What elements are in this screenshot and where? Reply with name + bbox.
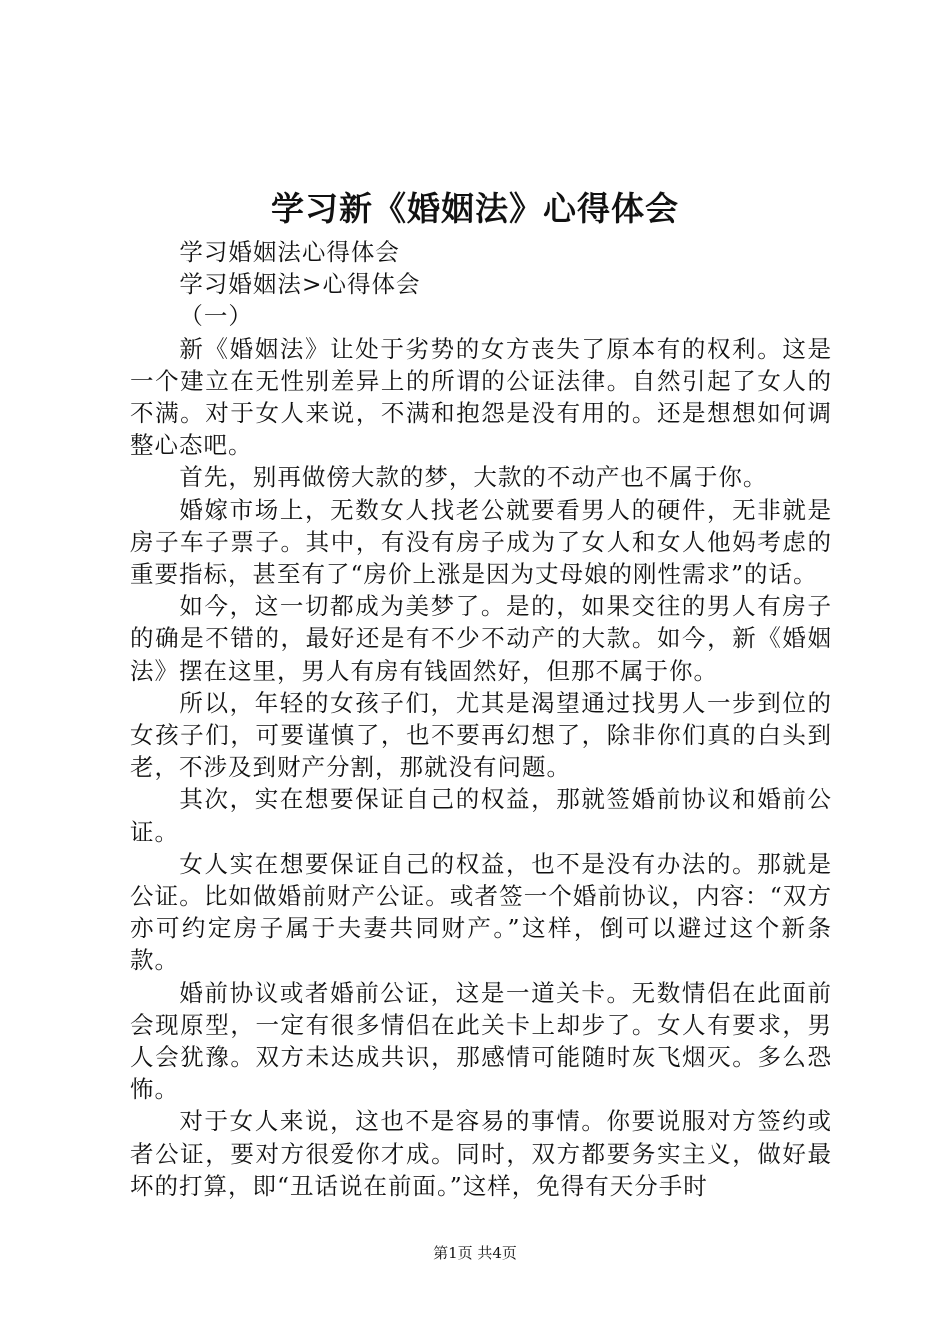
page-number-footer: 第1页 共4页 — [433, 1244, 517, 1262]
paragraph: 婚嫁市场上，无数女人找老公就要看男人的硬件，无非就是房子车子票子。其中，有没有房子成为了女人和女人他妈考虑的重要指标，甚至有了“房价上涨是因为丈母娘的刚性需求”的话。 — [130, 495, 832, 589]
paragraph: 如今，这一切都成为美梦了。是的，如果交往的男人有房子的确是不错的，最好还是有不少不动产的大款。如今，新《婚姻法》摆在这里，男人有房有钱固然好，但那不属于你。 — [130, 592, 832, 685]
paragraph: 所以，年轻的女孩子们，尤其是渴望通过找男人一步到位的女孩子们，可要谨慎了，也不要再幻想了，除非你们真的白头到老，不涉及到财产分割，那就没有问题。 — [130, 688, 832, 782]
paragraph: 首先，别再做傍大款的梦，大款的不动产也不属于你。 — [179, 463, 768, 492]
paragraph: 学习婚姻法心得体会 — [179, 238, 400, 266]
paragraph: 女人实在想要保证自己的权益，也不是没有办法的。那就是公证。比如做婚前财产公证。或者签一个婚前协议，内容：“双方亦可约定房子属于夫妻共同财产。”这样，倒可以避过这个新条款。 — [130, 849, 832, 975]
paragraph: 婚前协议或者婚前公证，这是一道关卡。无数情侣在此面前会现原型，一定有很多情侣在此关卡上却步了。女人有要求，男人会犹豫。双方未达成共识，那感情可能随时灰飞烟灭。多么恐怖。 — [130, 978, 832, 1104]
paragraph: 学习婚姻法>心得体会 — [179, 270, 421, 299]
paragraph: 对于女人来说，这也不是容易的事情。你要说服对方签约或者公证，要对方很爱你才成。同时，双方都要务实主义，做好最坏的打算，即“丑话说在前面。”这样，免得有天分手时 — [130, 1107, 832, 1200]
document-body — [130, 236, 832, 1202]
paragraph: （一） — [179, 302, 253, 331]
paragraph: 其次，实在想要保证自己的权益，那就签婚前协议和婚前公证。 — [130, 785, 832, 846]
document-title: 学习新《婚姻法》心得体会 — [271, 189, 679, 228]
paragraph: 新《婚姻法》让处于劣势的女方丧失了原本有的权利。这是一个建立在无性别差异上的所谓的公证法律。自然引起了女人的不满。对于女人来说，不满和抱怨是没有用的。还是想想如何调整心态吧。 — [130, 334, 832, 460]
